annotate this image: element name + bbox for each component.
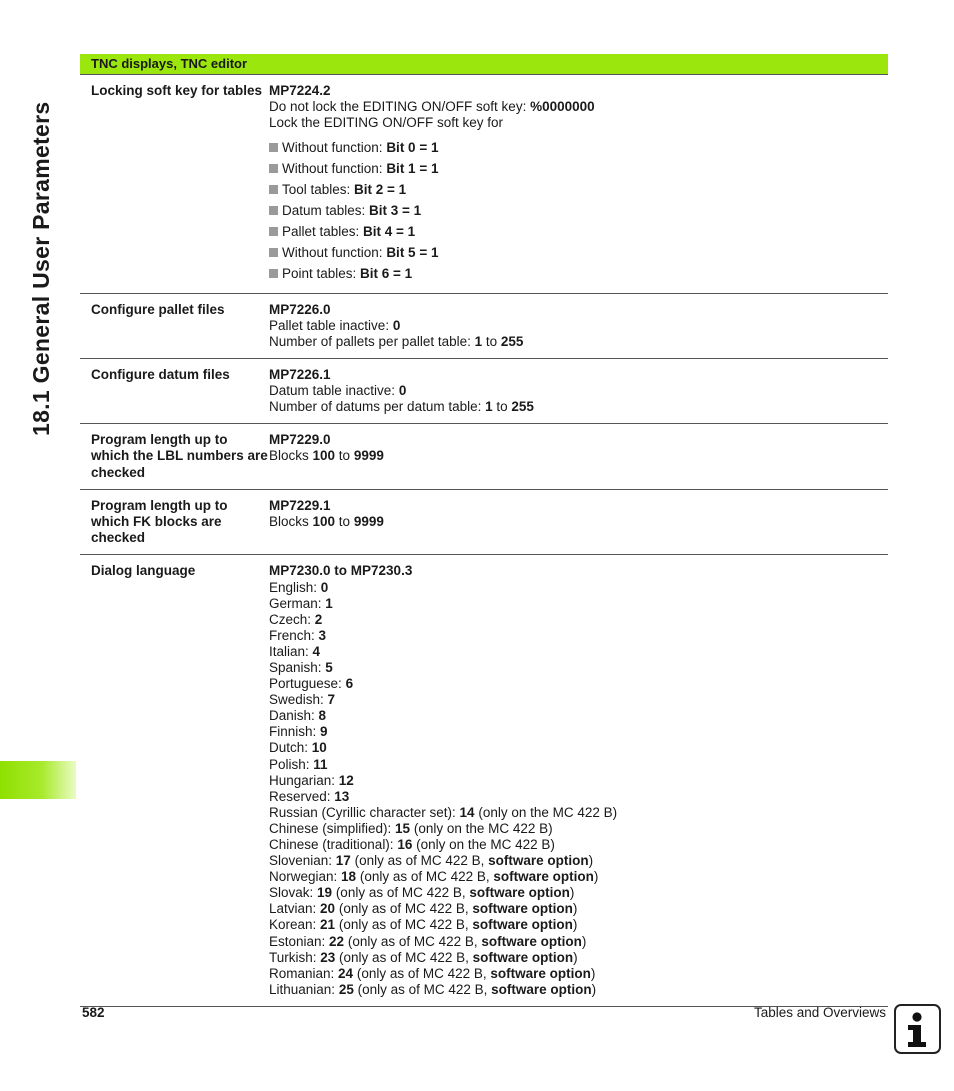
square-bullet-icon: [269, 206, 278, 215]
value-bold: 24: [338, 965, 354, 981]
value-text: Polish:: [269, 756, 314, 772]
value-text: (only as of MC 422 B,: [344, 933, 482, 949]
parameter-value-line: [269, 692, 888, 708]
parameter-value-line: [269, 757, 888, 773]
bit-label: Datum tables:: [282, 203, 370, 218]
parameter-content: [269, 367, 888, 415]
value-bold: software option: [491, 981, 592, 997]
parameter-value-line: [269, 966, 888, 982]
parameter-value-line: [269, 885, 888, 901]
value-text: English:: [269, 579, 321, 595]
info-icon[interactable]: [894, 1004, 941, 1054]
value-text: to: [482, 333, 501, 349]
bit-label: Without function:: [282, 140, 387, 156]
bit-list-item: [269, 243, 888, 264]
value-text: Romanian:: [269, 965, 339, 981]
parameter-value-line: [269, 676, 888, 692]
bit-value: Bit 4 = 1: [363, 223, 416, 239]
machine-parameter-id: MP7229.1: [269, 497, 331, 513]
chapter-side-title-text: 18.1 General User Parameters: [28, 101, 54, 436]
value-text: (only on the MC 422 B): [412, 837, 555, 852]
value-text: ): [593, 869, 599, 885]
parameter-value-line: [269, 724, 888, 740]
chapter-tab-marker: [0, 761, 76, 799]
value-text: French:: [269, 627, 319, 643]
value-bold: 23: [320, 949, 336, 965]
parameter-label: Program length up to which the LBL numbers are checked: [91, 432, 268, 480]
value-bold: 12: [338, 772, 354, 788]
parameter-value-line: [269, 837, 888, 853]
value-text: Korean:: [269, 917, 321, 933]
value-bold: 0: [392, 317, 401, 333]
value-text: (only as of MC 422 B,: [350, 853, 489, 869]
value-text: (only as of MC 422 B,: [335, 901, 473, 917]
value-bold: 0: [320, 579, 329, 595]
value-text: (only on the MC 422 B): [474, 804, 618, 820]
value-bold: 8: [318, 708, 327, 724]
value-bold: 14: [459, 804, 475, 820]
value-bold: 19: [317, 885, 333, 901]
page-number: 582: [82, 1005, 105, 1020]
value-bold: 25: [338, 981, 354, 997]
machine-parameter-id: MP7230.0 to MP7230.3: [269, 563, 413, 579]
value-text: Czech:: [269, 611, 315, 627]
value-bold: 11: [313, 756, 328, 772]
value-bold: software option: [490, 965, 591, 981]
value-text: (only as of MC 422 B,: [335, 949, 473, 965]
value-bold: 10: [311, 740, 327, 756]
value-bold: 1: [485, 399, 493, 415]
bit-value: Bit 6 = 1: [360, 265, 413, 281]
value-bold: 100: [312, 513, 336, 529]
parameter-value-line: [269, 805, 888, 821]
value-bold: software option: [472, 901, 573, 917]
bit-list-item: [269, 180, 888, 201]
parameter-table: [80, 54, 888, 1007]
section-header: TNC displays, TNC editor: [80, 54, 888, 75]
parameter-row: [80, 555, 888, 1007]
value-text: Do not lock the EDITING ON/OFF soft key:: [269, 99, 531, 115]
value-text: Datum table inactive:: [269, 383, 399, 398]
value-text: Number of pallets per pallet table:: [269, 333, 475, 349]
parameter-row: [80, 75, 888, 294]
square-bullet-icon: [269, 227, 278, 236]
parameter-value-line: [269, 115, 888, 131]
value-text: Spanish:: [269, 659, 326, 675]
bit-value: Bit 0 = 1: [386, 140, 439, 156]
parameter-value-line: [269, 982, 888, 998]
square-bullet-icon: [269, 164, 278, 173]
parameter-value-line: [269, 580, 888, 596]
bit-value: Bit 2 = 1: [354, 182, 407, 198]
value-text: Turkish:: [269, 949, 321, 965]
parameter-value-line: [269, 628, 888, 644]
value-text: Blocks: [269, 513, 313, 529]
value-text: Portuguese:: [269, 676, 346, 692]
parameter-value-line: [269, 612, 888, 628]
value-bold: %0000000: [530, 99, 595, 115]
value-bold: 17: [335, 853, 351, 869]
value-bold: 5: [325, 659, 333, 675]
bit-label: Tool tables:: [282, 182, 355, 198]
bit-list-item: [269, 201, 888, 222]
value-bold: 9999: [353, 448, 384, 464]
parameter-value-line: [269, 821, 888, 837]
parameter-row: [80, 424, 888, 490]
parameter-label: Configure pallet files: [91, 301, 225, 317]
value-bold: 255: [500, 333, 524, 349]
value-bold: software option: [472, 949, 574, 965]
value-text: Pallet table inactive:: [269, 317, 393, 333]
value-text: (only as of MC 422 B,: [353, 965, 491, 981]
value-text: ): [569, 885, 575, 901]
parameter-value-line: [269, 950, 888, 966]
value-text: (only as of MC 422 B,: [356, 869, 494, 885]
machine-parameter-id: MP7224.2: [269, 83, 331, 98]
bit-list-item: [269, 264, 888, 285]
value-text: ): [591, 981, 597, 997]
parameter-value-line: [269, 789, 888, 805]
value-bold: 1: [325, 595, 333, 611]
parameter-value-line: [269, 708, 888, 724]
bit-label: Without function:: [282, 244, 387, 260]
value-bold: 22: [329, 933, 345, 949]
value-text: Chinese (simplified):: [269, 820, 396, 836]
parameter-label: Locking soft key for tables: [91, 83, 263, 98]
value-text: Estonian:: [269, 933, 330, 949]
value-text: ): [581, 933, 587, 949]
value-text: Chinese (traditional):: [269, 837, 398, 852]
machine-parameter-id: MP7229.0: [269, 432, 331, 448]
parameter-value-line: [269, 334, 888, 350]
value-bold: 3: [318, 627, 327, 643]
parameter-value-line: [269, 318, 888, 334]
value-bold: software option: [488, 853, 589, 869]
value-bold: software option: [493, 869, 594, 885]
value-text: Blocks: [269, 448, 313, 464]
value-bold: 9: [320, 724, 328, 740]
value-bold: 2: [314, 611, 323, 627]
value-bold: 18: [341, 869, 357, 885]
parameter-value-line: [269, 660, 888, 676]
value-bold: 6: [345, 676, 354, 692]
square-bullet-icon: [269, 143, 278, 152]
parameter-content: [269, 83, 888, 285]
parameter-value-line: [269, 596, 888, 612]
value-text: Hungarian:: [269, 772, 339, 788]
square-bullet-icon: [269, 248, 278, 257]
value-text: ): [588, 853, 594, 869]
parameter-rows: [80, 75, 888, 1007]
value-bold: 21: [320, 917, 336, 933]
value-text: Finnish:: [269, 724, 321, 740]
bit-label: Pallet tables:: [282, 223, 364, 239]
value-text: Danish:: [269, 708, 319, 724]
value-text: (only as of MC 422 B,: [332, 885, 470, 901]
value-text: (only on the MC 422 B): [410, 820, 553, 836]
parameter-value-line: [269, 99, 888, 115]
parameter-row: [80, 294, 888, 359]
value-bold: 9999: [353, 513, 384, 529]
footer-chapter-title: Tables and Overviews: [753, 1005, 886, 1020]
value-bold: 16: [397, 837, 413, 852]
parameter-content: [269, 432, 888, 481]
value-text: Slovenian:: [269, 853, 336, 869]
value-text: (only as of MC 422 B,: [353, 981, 492, 997]
value-bold: software option: [472, 917, 573, 933]
parameter-value-line: [269, 901, 888, 917]
parameter-value-line: [269, 869, 888, 885]
value-bold: 13: [334, 788, 350, 804]
value-text: Reserved:: [269, 788, 335, 804]
square-bullet-icon: [269, 185, 278, 194]
parameter-value-line: [269, 644, 888, 660]
value-text: (only as of MC 422 B,: [335, 917, 473, 933]
machine-parameter-id: MP7226.0: [269, 301, 331, 317]
value-bold: software option: [469, 885, 570, 901]
value-text: ): [572, 917, 578, 933]
parameter-value-line: [269, 773, 888, 789]
value-text: Number of datums per datum table:: [269, 399, 486, 415]
bit-value: Bit 1 = 1: [386, 161, 439, 177]
value-bold: 0: [398, 383, 407, 398]
value-text: German:: [269, 595, 326, 611]
value-text: to: [492, 399, 512, 415]
value-text: to: [335, 448, 354, 464]
value-text: Italian:: [269, 643, 313, 659]
value-bold: 100: [312, 448, 336, 464]
bit-list-item: [269, 222, 888, 243]
value-bold: 4: [312, 643, 321, 659]
chapter-side-title: [22, 50, 62, 470]
bit-list-item: [269, 138, 888, 159]
parameter-content: [269, 302, 888, 350]
value-bold: software option: [481, 933, 582, 949]
value-text: ): [573, 949, 578, 965]
parameter-value-line: [269, 740, 888, 756]
value-text: Norwegian:: [269, 869, 342, 885]
value-bold: 7: [327, 692, 336, 708]
parameter-content: [269, 563, 888, 998]
square-bullet-icon: [269, 269, 278, 278]
value-bold: 20: [320, 901, 336, 917]
bit-value: Bit 5 = 1: [386, 244, 439, 260]
bit-value: Bit 3 = 1: [369, 203, 422, 218]
value-text: ): [572, 901, 578, 917]
bit-list-item: [269, 159, 888, 180]
parameter-value-line: [269, 917, 888, 933]
value-text: Russian (Cyrillic character set):: [269, 804, 460, 820]
machine-parameter-id: MP7226.1: [269, 366, 331, 382]
value-text: Slovak:: [269, 885, 318, 901]
bit-label: Without function:: [282, 161, 387, 177]
value-bold: 15: [395, 820, 411, 836]
value-text: ): [590, 965, 596, 981]
parameter-row: [80, 490, 888, 556]
value-text: Dutch:: [269, 740, 312, 756]
value-text: Latvian:: [269, 901, 321, 917]
parameter-value-line: [269, 448, 888, 464]
value-text: Lock the EDITING ON/OFF soft key for: [269, 115, 504, 131]
parameter-value-line: [269, 934, 888, 950]
info-glyph: [896, 1006, 939, 1052]
value-bold: 255: [511, 399, 534, 415]
value-text: Swedish:: [269, 692, 328, 708]
bit-label: Point tables:: [282, 265, 361, 281]
parameter-label: Program length up to which FK blocks are checked: [91, 497, 228, 546]
parameter-row: [80, 359, 888, 424]
parameter-value-line: [269, 853, 888, 869]
value-text: Lithuanian:: [269, 981, 339, 997]
parameter-value-line: [269, 514, 888, 530]
parameter-label: Configure datum files: [91, 366, 230, 382]
parameter-content: [269, 498, 888, 547]
value-bold: 1: [474, 333, 483, 349]
parameter-label: Dialog language: [91, 563, 196, 579]
parameter-value-line: [269, 383, 888, 399]
bit-list: [269, 138, 888, 284]
parameter-value-line: [269, 399, 888, 415]
value-text: to: [335, 513, 354, 529]
